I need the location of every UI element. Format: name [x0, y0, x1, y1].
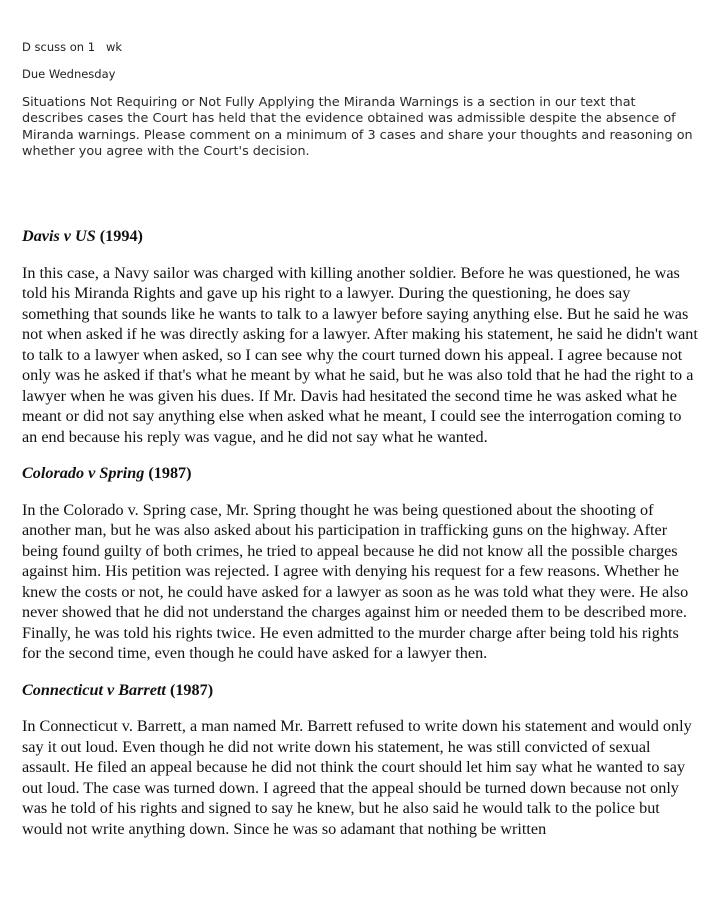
case-name: Colorado v Spring: [22, 464, 145, 482]
case-body-colorado: In the Colorado v. Spring case, Mr. Spring thought he was being questioned about the shooting of another man, but he was also asked about his participation in trafficking guns on the highway. After being found guilty of both crimes, he tried to appeal because he did not know all the possible charges against him. His petition was rejected. I agree with denying his request for a few reasons. Whether he knew the costs or not, he could have asked for a lawyer as soon as he was told what they were. He also never showed that he did not understand the charges against him or needed them to be described more. Finally, he was told his rights twice. He even admitted to the murder charge after being told his rights for the second time, even though he could have asked for a lawyer then.: [22, 500, 689, 662]
case-body-connecticut: In Connecticut v. Barrett, a man named Mr. Barrett refused to write down his statement and would only say it out loud. Even though he did not write down his statement, he was still convicted of sexual assault. He filed an appeal because he did not think the court should let him say what he wanted to say out loud. The case was turned down. I agreed that the appeal should be turned down because not only was he told of his rights and signed to say he knew, but he also said he would talk to the police but would not write anything down. Since he was so adamant that nothing be written: [22, 717, 692, 838]
case-heading-colorado: [22, 463, 698, 484]
case-year: (1987): [169, 680, 214, 699]
case-year: (1994): [99, 227, 143, 245]
discussion-title: D scuss on 1 wk: [22, 40, 123, 54]
case-name: Connecticut v Barrett: [22, 680, 166, 699]
case-body-davis: In this case, a Navy sailor was charged with killing another soldier. Before he was questioned, he was told his Miranda Rights and gave up his right to a lawyer. During the questioning, he does say something that sounds like he wants to talk to a lawyer before saying anything else. But he said he was not when asked if he was directly asking for a lawyer. After making his statement, he said he didn't want to talk to a lawyer when asked, so I can see why the court turned down his appeal. I agree because not only was he asked if that's what he meant by what he said, but he was also told that he had the right to a lawyer when he was given his dues. If Mr. Davis had hesitated the second time he was asked what he meant or did not say anything else when asked what he meant, I could see the interrogation coming to an end because his reply was vague, and he did not say what he wanted.: [22, 263, 698, 446]
case-list: [22, 226, 698, 855]
discussion-prompt: Situations Not Requiring or Not Fully Applying the Miranda Warnings is a section in our text that describes cases the Court has held that the evidence obtained was admissible despite the absence of Miranda warnings. Please comment on a minimum of 3 cases and share your thoughts and reasoning on whether you agree with the Court's decision.: [22, 95, 693, 160]
case-year: (1987): [148, 464, 192, 482]
case-name: Davis v US: [22, 227, 96, 245]
due-date: Due Wednesday: [22, 67, 116, 81]
case-heading-davis: [22, 226, 698, 247]
case-heading-connecticut: [22, 680, 698, 701]
